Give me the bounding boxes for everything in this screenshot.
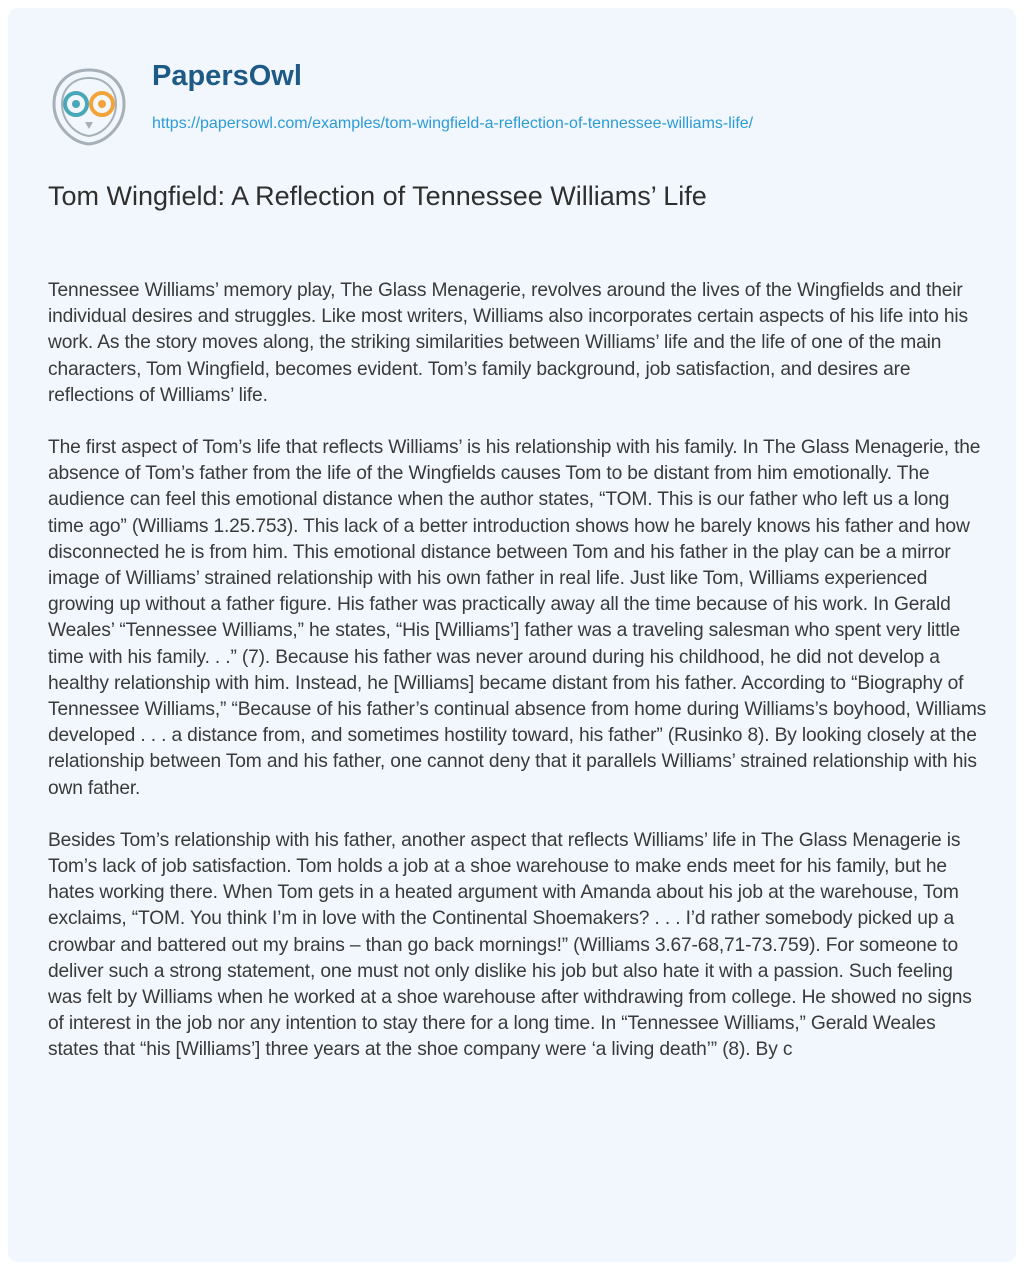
site-header <box>48 60 988 150</box>
page-title: Tom Wingfield: A Reflection of Tennessee Williams’ Life <box>48 181 707 211</box>
paragraph: Tennessee Williams’ memory play, The Glass Menagerie, revolves around the lives of the Wingfields and their individual desires and struggles. Like most writers, Williams also incorporates certain aspects of his life into his work. As the story moves along, the striking similarities between Williams’ life and the life of one of the main characters, Tom Wingfield, becomes evident. Tom’s family background, job satisfaction, and desires are reflections of Williams’ life. <box>48 280 968 406</box>
article-body <box>48 278 988 1090</box>
paragraph: Besides Tom’s relationship with his father, another aspect that reflects Williams’ life in The Glass Menagerie is Tom’s lack of job satisfaction. Tom holds a job at a shoe warehouse to make ends meet for his family, but he hates working there. When Tom gets in a heated argument with Amanda about his job at the warehouse, Tom exclaims, “TOM. You think I’m in love with the Continental Shoemakers? . . . I’d rather somebody picked up a crowbar and battered out my brains – than go back mornings!” (Williams 3.67-68,71-73.759). For someone to deliver such a strong statement, one must not only dislike his job but also hate it with a passion. Such feeling was felt by Williams when he worked at a shoe warehouse after withdrawing from college. He showed no signs of interest in the job nor any intention to stay there for a long time. In “Tennessee Williams,” Gerald Weales states that “his [Williams’] three years at the shoe company were ‘a living death’” (8). By c <box>48 829 972 1061</box>
source-url[interactable]: https://papersowl.com/examples/tom-wingfield-a-reflection-of-tennessee-williams-life/ <box>152 115 754 132</box>
document-page <box>8 8 1016 1262</box>
brand-name[interactable]: PapersOwl <box>152 60 302 92</box>
paragraph: The first aspect of Tom’s life that reflects Williams’ is his relationship with his family. In The Glass Menagerie, the absence of Tom’s father from the life of the Wingfields causes Tom to be distant from him emotionally. The audience can feel this emotional distance when the author states, “TOM. This is our father who left us a long time ago” (Williams 1.25.753). This lack of a better introduction shows how he barely knows his father and how disconnected he is from him. This emotional distance between Tom and his father in the play can be a mirror image of Williams’ strained relationship with his own father in real life. Just like Tom, Williams experienced growing up without a father figure. His father was practically away all the time because of his work. In Gerald Weales’ “Tennessee Williams,” he states, “His [Williams’] father was a traveling salesman who spent very little time with his family. . .” (7). Because his father was never around during his childhood, he did not develop a healthy relationship with him. Instead, he [Williams] became distant from his father. According to “Biography of Tennessee Williams,” “Because of his father’s continual absence from home during Williams’s boyhood, Williams developed . . . a distance from, and sometimes hostility toward, his father” (Rusinko 8). By looking closely at the relationship between Tom and his father, one cannot deny that it parallels Williams’ strained relationship with his own father. <box>48 437 987 799</box>
owl-logo-icon[interactable] <box>48 66 130 148</box>
